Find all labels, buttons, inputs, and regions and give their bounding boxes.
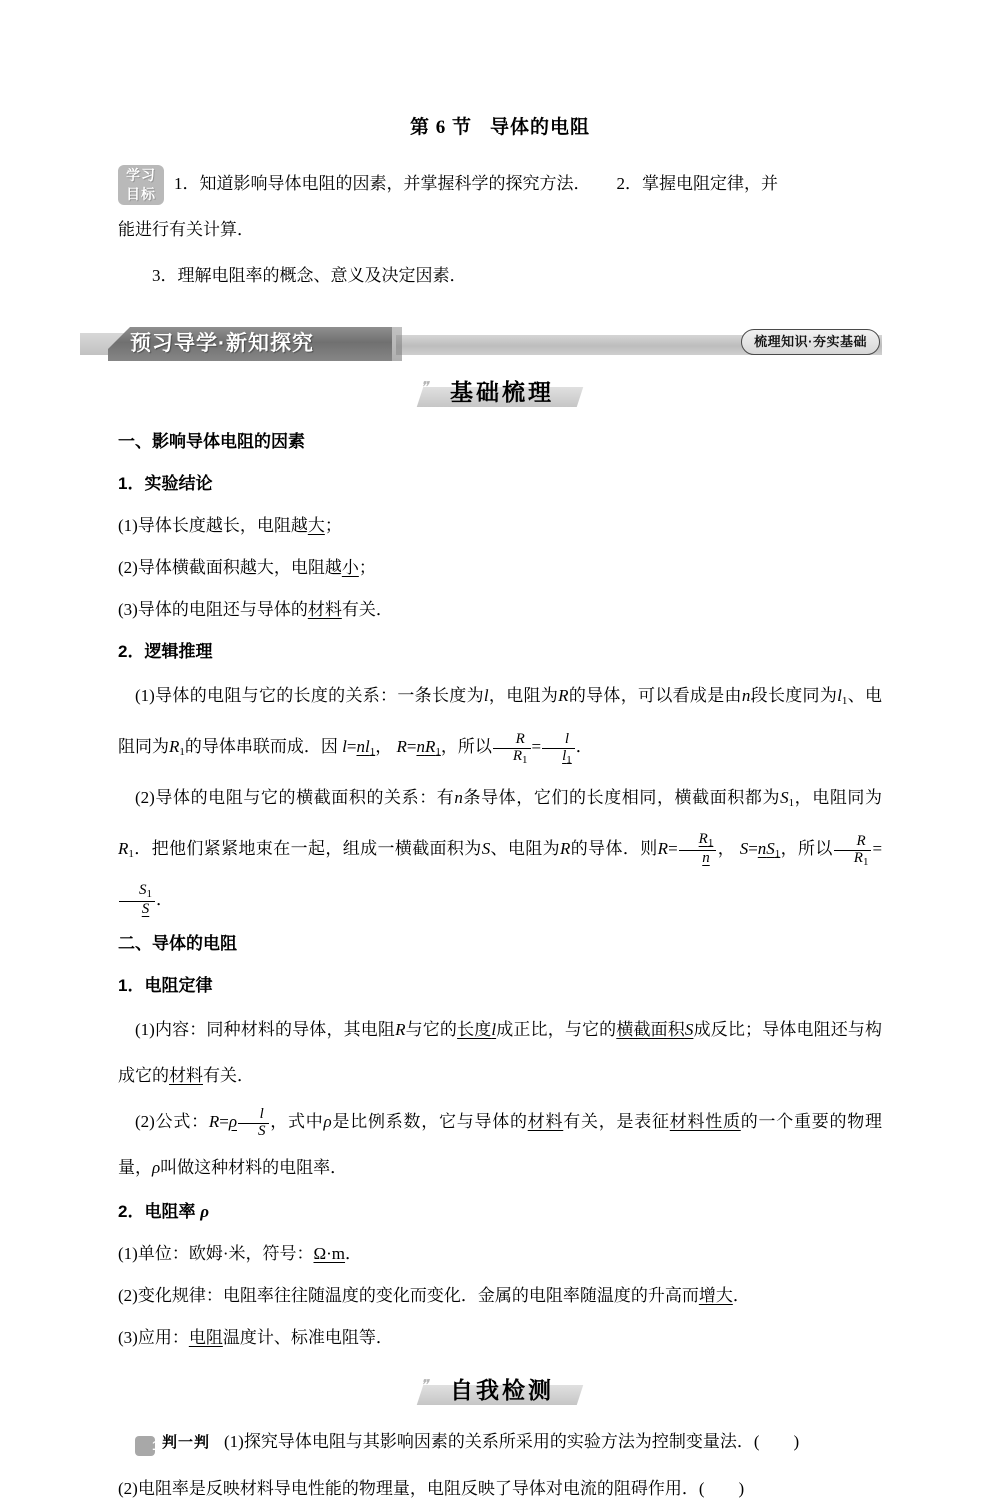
item-answer: 大	[307, 516, 325, 535]
item-answer: 电阻	[188, 1328, 223, 1347]
var-l1: l	[837, 686, 842, 705]
subhead-inner-basics	[420, 375, 580, 409]
formula-answer-property: 材料性质	[669, 1112, 741, 1131]
subhead-label: 基础梳理	[450, 379, 554, 405]
self-test-question-2	[118, 1466, 882, 1512]
sparkle-icon: ❞	[418, 380, 432, 396]
resistivity-item-2	[118, 1275, 882, 1317]
var2-S1-sub: 1	[788, 797, 795, 809]
item-text: 导体长度越长，电阻越	[137, 516, 308, 535]
logic-reasoning-item-1: (1)导体的电阻与它的长度的关系：一条长度为l，电阻为R的导体，可以看成是由n段长度同为$l_1$、电阻同为$R_1$的导体串联而成．因 $l=nl_1$， $R=nR_1$，所以 $\frac{R}{R_1}$ = $\frac{l}{l_1}$ ．	[118, 686, 883, 766]
var-l: l	[483, 686, 489, 705]
var-R1: R	[169, 737, 180, 756]
var2-S: S	[481, 839, 491, 858]
eq3-S: S	[766, 839, 775, 858]
item-text: 导体的电阻还与导体的	[137, 600, 308, 619]
var2-n: n	[454, 788, 463, 807]
reasoning-text-e: 、电阻同为	[118, 686, 883, 756]
formula-var-R: R	[208, 1112, 220, 1131]
formula-text-e: 的一个重要的物理量，	[118, 1112, 883, 1177]
item-answer: 增大	[698, 1286, 733, 1305]
law-text-a: (1)内容：同种材料的导体，其电阻	[135, 1020, 396, 1039]
item-text: 单位：欧姆·米，符号：	[137, 1244, 314, 1263]
frac2-num: l	[564, 731, 570, 748]
question-number-badge: 1	[135, 1436, 155, 1456]
body-content	[118, 421, 882, 1359]
objective-item-2: 2．掌握电阻定律，并	[616, 174, 778, 193]
eq3-n: n	[757, 839, 767, 858]
frac1-den-sub: 1	[522, 753, 528, 766]
item-suffix: 温度计、标准电阻等．	[222, 1328, 393, 1347]
formula-answer-material: 材料	[527, 1112, 564, 1131]
eq1-l: l	[364, 737, 370, 756]
law-answer-length	[457, 1020, 496, 1039]
item-number: (1)	[118, 516, 138, 535]
eq2-lhs: R	[396, 737, 407, 756]
item-text: 变化规律：电阻率往往随温度的变化而变化．金属的电阻率随温度的升高而	[137, 1286, 699, 1305]
eq1-answer	[356, 737, 375, 756]
item-answer: Ω·m	[313, 1244, 346, 1263]
formula-frac-den: S	[258, 1122, 266, 1139]
heading-part-one-sub1: 1．实验结论	[118, 474, 213, 493]
var-R1-sub: 1	[179, 746, 185, 758]
resistance-formula-content: (2)公式：R=ρ $\frac{l}{S}$ ，式中ρ是比例系数，它与导体的材料有关，是表征材料性质的一个重要的物理量，ρ叫做这种材料的电阻率．	[118, 1106, 883, 1177]
frac4-num: R	[856, 833, 866, 850]
frac4-den: R	[853, 849, 863, 866]
eq1-n: n	[356, 737, 365, 756]
frac5-den: S	[141, 900, 150, 917]
eq1-lhs: l	[342, 737, 347, 756]
frac3-den: n	[702, 849, 710, 866]
question-2-close: )	[738, 1479, 745, 1498]
item-text: 应用：	[137, 1328, 189, 1347]
eq2-answer	[416, 737, 440, 756]
eq3-lhs-R: R	[657, 839, 669, 858]
question-1-text: (1)探究导体电阻与其影响因素的关系所采用的实验方法为控制变量法．(	[224, 1432, 760, 1451]
fraction-R-over-R1	[493, 732, 531, 766]
logic-reasoning-item-2: (2)导体的电阻与它的横截面积的关系：有n条导体，它们的长度相同，横截面积都为$S_1$，电阻同为$R_1$．把他们紧紧地束在一起，组成一横截面积为S、电阻为R的导体．则R= $\frac{R_1}{n}$ ， $S=nS_1$，所以 $\frac{R}{R_1}$ = $\frac{S_1}{S}$ ．	[118, 788, 883, 917]
frac3-num-sub: 1	[707, 837, 714, 850]
subhead-label: 自我检测	[450, 1377, 554, 1403]
page-title	[0, 112, 1000, 139]
resistivity-heading-text: 2．电阻率	[118, 1202, 196, 1221]
formula-text-a: (2)公式：	[135, 1112, 209, 1131]
item-answer: 小	[341, 558, 359, 577]
item-number: (1)	[118, 1244, 138, 1263]
law-answer-area	[616, 1020, 693, 1039]
reasoning2-text-f: 的导体．则	[570, 839, 658, 858]
fraction-R-over-R1-b	[834, 834, 872, 868]
law-text-c: 成正比，与它的	[496, 1020, 617, 1039]
var2-R1-sub: 1	[128, 848, 134, 860]
frac5-num: S	[139, 882, 147, 899]
var-l1-sub: 1	[841, 695, 848, 707]
eq2-sub: 1	[435, 746, 441, 758]
frac4-den-sub: 1	[862, 855, 869, 868]
banner-pill-label: 梳理知识·夯实基础	[741, 329, 880, 355]
badge-line-1: 学习	[126, 167, 156, 183]
experiment-conclusion-item-1	[118, 505, 882, 547]
eq2-R: R	[424, 737, 436, 756]
resistivity-heading-rho: ρ	[200, 1202, 209, 1221]
formula-text-b: ，式中	[269, 1112, 324, 1131]
item-number: (3)	[118, 600, 138, 619]
resistance-law-content	[118, 1007, 882, 1099]
reasoning2-text-d: ．把他们紧紧地束在一起，组成一横截面积为	[133, 839, 482, 858]
frac3-num: R	[698, 831, 708, 848]
heading-part-one-sub2: 2．逻辑推理	[118, 642, 213, 661]
objective-item-1: 1．知道影响导体电阻的因素，并掌握科学的探究方法．	[174, 174, 591, 193]
var2-R1: R	[118, 839, 129, 858]
objective-item-2-continued: 能进行有关计算．	[118, 220, 254, 239]
reasoning2-text-a: (2)导体的电阻与它的横截面积的关系：有	[135, 788, 455, 807]
subsection-header-basics	[0, 375, 1000, 415]
question-1-close: )	[793, 1432, 800, 1451]
item-number: (3)	[118, 1328, 138, 1347]
eq3-sub: 1	[774, 848, 781, 860]
law-answer-material: 材料	[169, 1066, 203, 1085]
var2-R: R	[560, 839, 571, 858]
law-var-R: R	[395, 1020, 406, 1039]
item-number: (2)	[118, 558, 138, 577]
var-R: R	[558, 686, 569, 705]
reasoning-text-a: (1)导体的电阻与它的长度的关系：一条长度为	[135, 686, 484, 705]
law-text-b: 与它的	[405, 1020, 458, 1039]
resistivity-item-1	[118, 1233, 882, 1275]
eq2-n: n	[416, 737, 425, 756]
eq1-sub: 1	[369, 746, 376, 758]
heading-part-two-sub1: 1．电阻定律	[118, 976, 213, 995]
formula-text-d: 有关，是表征	[563, 1112, 670, 1131]
reasoning2-text-e: 、电阻为	[490, 839, 561, 858]
formula-rho-2: ρ	[323, 1112, 332, 1131]
formula-frac-num: l	[259, 1106, 264, 1123]
frac2-den-sub: 1	[566, 753, 572, 766]
reasoning-text-c: 的导体，可以看成是由	[568, 686, 742, 705]
experiment-conclusion-item-3	[118, 589, 882, 631]
fraction-R1-over-n	[679, 832, 717, 866]
reasoning-text-b: ，电阻为	[488, 686, 559, 705]
frac2-den: l	[562, 747, 567, 764]
frac1-den: R	[512, 747, 522, 764]
badge-line-2: 目标	[126, 186, 156, 202]
question-2-text: (2)电阻率是反映材料导电性能的物理量，电阻反映了导体对电流的阻碍作用．(	[118, 1479, 705, 1498]
objective-item-3: 3．理解电阻率的概念、意义及决定因素．	[152, 266, 467, 285]
page-title-name: 导体的电阻	[490, 117, 591, 138]
self-test-content	[118, 1419, 882, 1512]
page-title-prefix: 第 6 节	[409, 117, 472, 138]
frac1-num: R	[515, 731, 525, 748]
sparkle-icon: ❞	[418, 1378, 432, 1394]
frac5-num-sub: 1	[146, 888, 152, 901]
law-answer-area-cn: 横截面积	[616, 1020, 685, 1039]
formula-text-f: 叫做这种材料的电阻率．	[160, 1158, 348, 1177]
self-test-question-1	[118, 1419, 882, 1466]
section-banner	[80, 327, 882, 361]
heading-part-two-sub2	[118, 1191, 882, 1233]
item-text: 导体横截面积越大，电阻越	[137, 558, 342, 577]
reasoning-text-g: 所以	[457, 737, 492, 756]
formula-rho-3: ρ	[152, 1158, 161, 1177]
reasoning-text-d: 段长度同为	[750, 686, 838, 705]
law-answer-area-var: S	[684, 1020, 694, 1039]
eq3-answer	[758, 839, 781, 858]
item-suffix: ．	[732, 1286, 750, 1305]
heading-part-one: 一、影响导体电阻的因素	[118, 432, 305, 451]
reasoning2-text-b: 条导体，它们的长度相同，横截面积都为	[462, 788, 781, 807]
subhead-inner-selftest	[420, 1373, 580, 1407]
law-answer-length-var: l	[491, 1020, 497, 1039]
var2-S1: S	[780, 788, 789, 807]
reasoning2-end: ．	[156, 890, 173, 909]
var-n: n	[741, 686, 751, 705]
reasoning2-text-c: ，电阻同为	[794, 788, 883, 807]
item-suffix: 有关．	[341, 600, 393, 619]
item-suffix: ；	[358, 558, 376, 577]
item-suffix: ．	[345, 1244, 363, 1263]
fraction-l-over-l1	[542, 732, 575, 766]
item-number: (2)	[118, 1286, 138, 1305]
question-type-label: 判一判	[162, 1434, 211, 1451]
formula-answer	[228, 1106, 270, 1139]
reasoning2-text-h: 所以	[798, 839, 833, 858]
reasoning-text-f: 的导体串联而成．因	[184, 737, 338, 756]
learning-objectives	[118, 161, 882, 207]
item-answer: 材料	[307, 600, 342, 619]
law-text-d: 成反比；导体电阻还与构成它的	[118, 1020, 883, 1085]
learning-objective-badge-icon	[118, 165, 164, 205]
formula-text-c: 是比例系数，它与导体的	[331, 1112, 528, 1131]
fraction-l-over-S	[238, 1107, 269, 1140]
subsection-header-selftest	[0, 1373, 1000, 1413]
resistivity-item-3	[118, 1317, 882, 1359]
law-answer-length-cn: 长度	[457, 1020, 492, 1039]
objective-line-1	[118, 161, 882, 207]
heading-part-two: 二、导体的电阻	[118, 934, 237, 953]
banner-chevron-label: 预习导学·新知探究	[130, 332, 314, 355]
law-text-e: 有关．	[203, 1066, 254, 1085]
formula-rho: ρ	[228, 1112, 237, 1131]
fraction-S1-over-S	[119, 883, 155, 917]
item-suffix: ；	[324, 516, 342, 535]
experiment-conclusion-item-2	[118, 547, 882, 589]
eq3-lhs-S: S	[739, 839, 749, 858]
